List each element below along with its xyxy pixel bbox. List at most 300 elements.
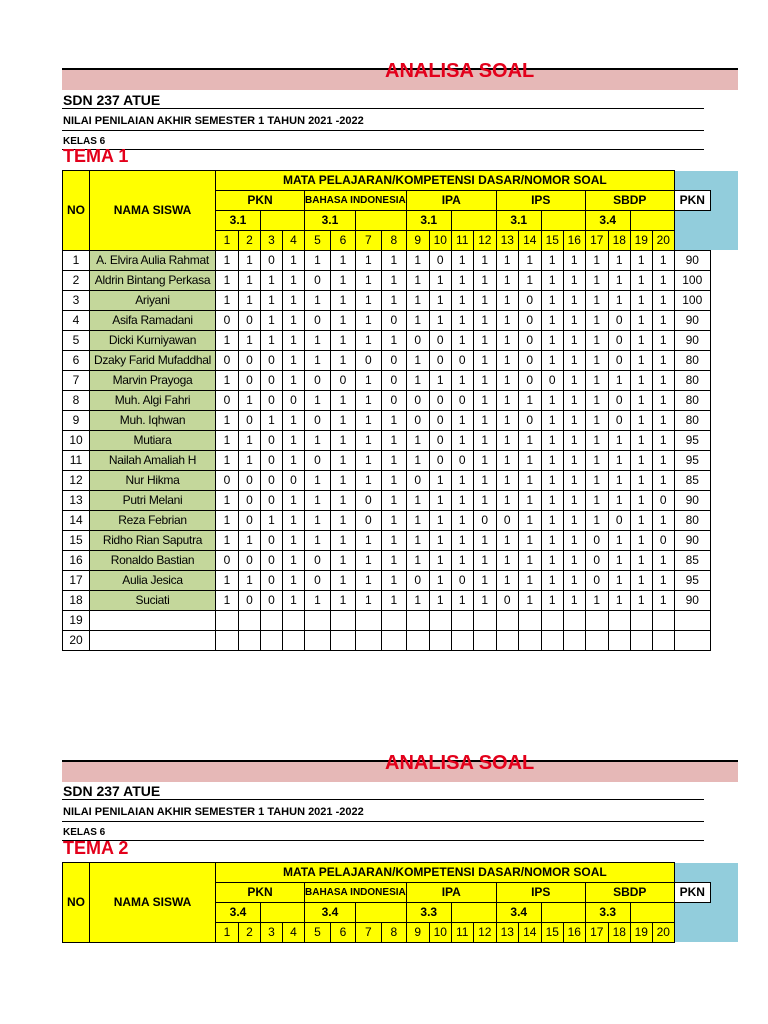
- tema-label: TEMA 2: [63, 838, 129, 858]
- row-number: 12: [63, 471, 90, 491]
- answer-cell: [585, 631, 608, 651]
- answer-cell: 1: [608, 591, 630, 611]
- answer-cell: 1: [563, 551, 585, 571]
- answer-cell: 1: [261, 271, 283, 291]
- answer-cell: 1: [563, 351, 585, 371]
- answer-cell: 1: [473, 291, 496, 311]
- answer-cell: 1: [261, 291, 283, 311]
- subject-ips: IPS: [496, 191, 585, 211]
- answer-cell: 0: [429, 411, 451, 431]
- answer-cell: 1: [563, 491, 585, 511]
- score-cell: 90: [674, 251, 710, 271]
- answer-cell: 1: [305, 511, 331, 531]
- answer-cell: 0: [451, 451, 473, 471]
- header-nama: NAMA SISWA: [90, 863, 216, 943]
- answer-cell: 0: [451, 391, 473, 411]
- answer-cell: 1: [630, 491, 652, 511]
- score-cell: 95: [674, 451, 710, 471]
- answer-cell: 1: [608, 451, 630, 471]
- answer-cell: 1: [355, 331, 381, 351]
- answer-cell: [652, 611, 674, 631]
- row-number: 18: [63, 591, 90, 611]
- answer-cell: 1: [283, 491, 305, 511]
- answer-cell: 0: [355, 491, 381, 511]
- answer-cell: 1: [216, 571, 239, 591]
- student-name: Suciati: [90, 591, 216, 611]
- soal-number: 2: [239, 231, 261, 251]
- answer-cell: 0: [608, 391, 630, 411]
- score-cell: 100: [674, 271, 710, 291]
- answer-cell: 0: [406, 331, 429, 351]
- answer-cell: 0: [429, 351, 451, 371]
- answer-cell: 0: [518, 351, 541, 371]
- answer-cell: 0: [496, 511, 518, 531]
- answer-cell: 1: [355, 271, 381, 291]
- answer-cell: 1: [283, 271, 305, 291]
- answer-cell: [541, 611, 563, 631]
- answer-cell: [261, 631, 283, 651]
- answer-cell: 1: [305, 291, 331, 311]
- answer-cell: 1: [473, 331, 496, 351]
- subject-pkn: PKN: [216, 883, 305, 903]
- answer-cell: 1: [541, 591, 563, 611]
- answer-cell: 1: [451, 471, 473, 491]
- answer-cell: 1: [331, 551, 356, 571]
- answer-cell: 1: [496, 251, 518, 271]
- soal-number: 4: [283, 231, 305, 251]
- student-name: Muh. Iqhwan: [90, 411, 216, 431]
- table-row: [63, 411, 711, 431]
- score-blank: [674, 903, 710, 923]
- header-mapel: MATA PELAJARAN/KOMPETENSI DASAR/NOMOR SOAL: [216, 171, 675, 191]
- answer-cell: 1: [496, 431, 518, 451]
- answer-cell: [305, 611, 331, 631]
- answer-cell: 1: [429, 591, 451, 611]
- answer-cell: 1: [541, 351, 563, 371]
- score-cell: 90: [674, 331, 710, 351]
- table-row: [63, 331, 711, 351]
- answer-cell: 1: [652, 371, 674, 391]
- answer-cell: 1: [652, 431, 674, 451]
- answer-cell: 1: [518, 391, 541, 411]
- soal-number: 10: [429, 231, 451, 251]
- answer-cell: 1: [429, 371, 451, 391]
- answer-cell: 0: [261, 351, 283, 371]
- answer-cell: 1: [429, 471, 451, 491]
- divider: [62, 799, 704, 800]
- answer-cell: 1: [216, 491, 239, 511]
- answer-cell: 1: [496, 471, 518, 491]
- answer-cell: 1: [406, 371, 429, 391]
- answer-cell: [381, 611, 406, 631]
- answer-cell: 0: [305, 411, 331, 431]
- answer-cell: 1: [406, 551, 429, 571]
- answer-cell: 1: [473, 431, 496, 451]
- answer-cell: 1: [451, 251, 473, 271]
- answer-cell: 0: [518, 331, 541, 351]
- soal-number: 19: [630, 923, 652, 943]
- answer-cell: 1: [630, 371, 652, 391]
- answer-cell: 1: [429, 511, 451, 531]
- answer-cell: 1: [541, 531, 563, 551]
- answer-cell: 1: [652, 331, 674, 351]
- answer-cell: 1: [652, 251, 674, 271]
- soal-number: 17: [585, 923, 608, 943]
- answer-cell: [429, 631, 451, 651]
- answer-cell: 1: [381, 331, 406, 351]
- row-number: 17: [63, 571, 90, 591]
- answer-cell: 0: [585, 531, 608, 551]
- answer-cell: 0: [355, 351, 381, 371]
- answer-cell: 0: [381, 391, 406, 411]
- answer-cell: 1: [608, 291, 630, 311]
- answer-cell: 1: [355, 451, 381, 471]
- answer-cell: 1: [239, 531, 261, 551]
- answer-cell: [261, 611, 283, 631]
- soal-number: 3: [261, 923, 283, 943]
- answer-cell: 1: [305, 491, 331, 511]
- answer-cell: 1: [630, 471, 652, 491]
- answer-cell: 1: [563, 371, 585, 391]
- answer-cell: 1: [239, 431, 261, 451]
- answer-cell: 1: [585, 511, 608, 531]
- answer-cell: 1: [630, 511, 652, 531]
- answer-cell: 1: [283, 251, 305, 271]
- soal-number: 1: [216, 923, 239, 943]
- answer-cell: 1: [496, 531, 518, 551]
- answer-cell: 0: [239, 591, 261, 611]
- answer-cell: 1: [585, 251, 608, 271]
- answer-cell: 1: [406, 251, 429, 271]
- student-name: Marvin Prayoga: [90, 371, 216, 391]
- answer-cell: 0: [331, 371, 356, 391]
- answer-cell: 0: [585, 571, 608, 591]
- answer-cell: 1: [563, 331, 585, 351]
- header-mapel: MATA PELAJARAN/KOMPETENSI DASAR/NOMOR SOAL: [216, 863, 675, 883]
- answer-cell: 0: [216, 391, 239, 411]
- answer-cell: 0: [261, 251, 283, 271]
- answer-cell: 1: [406, 351, 429, 371]
- divider: [62, 130, 704, 131]
- answer-cell: 1: [429, 491, 451, 511]
- answer-cell: [608, 611, 630, 631]
- answer-cell: 1: [451, 311, 473, 331]
- answer-cell: 0: [608, 331, 630, 351]
- answer-cell: 1: [496, 551, 518, 571]
- answer-cell: 1: [473, 391, 496, 411]
- row-number: 20: [63, 631, 90, 651]
- answer-cell: 1: [355, 571, 381, 591]
- answer-cell: 1: [630, 571, 652, 591]
- answer-cell: 1: [630, 391, 652, 411]
- row-number: 2: [63, 271, 90, 291]
- row-number: 14: [63, 511, 90, 531]
- row-number: 4: [63, 311, 90, 331]
- answer-cell: 1: [429, 311, 451, 331]
- header-nama: NAMA SISWA: [90, 171, 216, 251]
- answer-cell: 1: [355, 531, 381, 551]
- answer-cell: 1: [563, 571, 585, 591]
- answer-cell: 1: [608, 251, 630, 271]
- answer-cell: 0: [261, 391, 283, 411]
- answer-cell: 1: [518, 591, 541, 611]
- row-number: 11: [63, 451, 90, 471]
- soal-number: 6: [331, 923, 356, 943]
- soal-number: 16: [563, 231, 585, 251]
- answer-cell: 0: [608, 411, 630, 431]
- answer-cell: 1: [381, 251, 406, 271]
- answer-cell: 1: [585, 271, 608, 291]
- school-name: SDN 237 ATUE: [63, 783, 161, 799]
- divider: [62, 821, 704, 822]
- answer-cell: 1: [541, 271, 563, 291]
- score-cell: 80: [674, 351, 710, 371]
- answer-cell: 1: [541, 551, 563, 571]
- answer-cell: 1: [305, 431, 331, 451]
- subject-pkn: PKN: [216, 191, 305, 211]
- answer-cell: 1: [283, 351, 305, 371]
- answer-cell: 0: [608, 311, 630, 331]
- answer-cell: 1: [541, 311, 563, 331]
- answer-cell: [563, 631, 585, 651]
- score-cell: 80: [674, 511, 710, 531]
- answer-cell: 1: [563, 451, 585, 471]
- soal-number: 9: [406, 923, 429, 943]
- answer-cell: 1: [451, 331, 473, 351]
- answer-cell: 1: [518, 271, 541, 291]
- answer-cell: 0: [608, 351, 630, 371]
- soal-number: 15: [541, 231, 563, 251]
- row-number: 16: [63, 551, 90, 571]
- answer-cell: 1: [563, 511, 585, 531]
- subject-ipa: IPA: [406, 191, 496, 211]
- answer-cell: 1: [216, 511, 239, 531]
- answer-cell: 1: [451, 371, 473, 391]
- subject-bahasa-indonesia: BAHASA INDONESIA: [305, 191, 407, 211]
- answer-cell: 1: [283, 451, 305, 471]
- soal-number: 10: [429, 923, 451, 943]
- answer-cell: 1: [608, 431, 630, 451]
- answer-cell: 1: [518, 251, 541, 271]
- answer-cell: 1: [331, 291, 356, 311]
- answer-cell: 1: [451, 591, 473, 611]
- answer-cell: 1: [585, 331, 608, 351]
- score-blank: [674, 231, 710, 251]
- answer-cell: [496, 631, 518, 651]
- student-name: Asifa Ramadani: [90, 311, 216, 331]
- answer-cell: 1: [473, 271, 496, 291]
- answer-cell: 1: [331, 271, 356, 291]
- exam-subtitle: NILAI PENILAIAN AKHIR SEMESTER 1 TAHUN 2021 -2022: [63, 115, 364, 127]
- answer-cell: 1: [355, 311, 381, 331]
- kd-ips: 3.1: [496, 211, 541, 231]
- answer-cell: 0: [261, 431, 283, 451]
- page-title: ANALISA SOAL: [385, 752, 535, 774]
- answer-cell: 1: [652, 311, 674, 331]
- answer-cell: 0: [429, 451, 451, 471]
- student-name: Dzaky Farid Mufaddhal: [90, 351, 216, 371]
- answer-cell: 1: [541, 491, 563, 511]
- row-number: 9: [63, 411, 90, 431]
- soal-number: 16: [563, 923, 585, 943]
- answer-cell: 1: [305, 531, 331, 551]
- answer-cell: [355, 611, 381, 631]
- answer-cell: 1: [331, 411, 356, 431]
- answer-cell: 1: [331, 511, 356, 531]
- kd-blank: [630, 211, 674, 231]
- kd-blank: [355, 903, 406, 923]
- answer-cell: 1: [283, 531, 305, 551]
- answer-cell: 1: [608, 271, 630, 291]
- soal-number: 17: [585, 231, 608, 251]
- kd-blank: [261, 211, 305, 231]
- answer-cell: 0: [429, 431, 451, 451]
- kd-blank: [630, 903, 674, 923]
- answer-cell: 1: [518, 551, 541, 571]
- answer-cell: 1: [239, 571, 261, 591]
- soal-number: 20: [652, 923, 674, 943]
- kd-pkn: 3.1: [216, 211, 261, 231]
- answer-cell: 1: [473, 411, 496, 431]
- answer-cell: 1: [451, 491, 473, 511]
- answer-cell: 1: [331, 331, 356, 351]
- answer-cell: 0: [429, 251, 451, 271]
- tema-label: TEMA 1: [63, 146, 129, 166]
- answer-cell: 1: [429, 271, 451, 291]
- answer-cell: 1: [451, 431, 473, 451]
- score-cell: 80: [674, 371, 710, 391]
- answer-cell: 1: [355, 591, 381, 611]
- answer-cell: [429, 611, 451, 631]
- answer-cell: 1: [283, 431, 305, 451]
- answer-cell: 0: [429, 331, 451, 351]
- score-cell: 80: [674, 391, 710, 411]
- soal-number: 13: [496, 923, 518, 943]
- answer-cell: 1: [331, 311, 356, 331]
- answer-cell: 1: [541, 571, 563, 591]
- answer-cell: 1: [585, 431, 608, 451]
- answer-cell: 1: [541, 411, 563, 431]
- score-cell: 95: [674, 571, 710, 591]
- answer-cell: 1: [406, 431, 429, 451]
- answer-cell: 1: [381, 551, 406, 571]
- answer-cell: 1: [261, 411, 283, 431]
- answer-cell: 0: [239, 351, 261, 371]
- answer-cell: 1: [496, 311, 518, 331]
- table-row: [63, 491, 711, 511]
- answer-cell: 1: [305, 331, 331, 351]
- score-cell: 85: [674, 551, 710, 571]
- answer-cell: 1: [216, 451, 239, 471]
- answer-cell: [406, 611, 429, 631]
- answer-cell: 1: [331, 391, 356, 411]
- answer-cell: 1: [652, 411, 674, 431]
- student-name: Putri Melani: [90, 491, 216, 511]
- answer-cell: 1: [216, 591, 239, 611]
- answer-cell: 1: [473, 251, 496, 271]
- answer-cell: 1: [429, 571, 451, 591]
- answer-cell: 1: [630, 251, 652, 271]
- soal-number: 20: [652, 231, 674, 251]
- answer-cell: 1: [630, 431, 652, 451]
- answer-cell: 1: [216, 371, 239, 391]
- table-row: [63, 351, 711, 371]
- answer-cell: 0: [652, 531, 674, 551]
- answer-cell: [331, 631, 356, 651]
- answer-cell: 1: [541, 331, 563, 351]
- kd-blank: [541, 211, 585, 231]
- answer-cell: 1: [283, 551, 305, 571]
- answer-cell: 1: [496, 391, 518, 411]
- answer-cell: 1: [608, 551, 630, 571]
- answer-cell: 1: [261, 311, 283, 331]
- answer-cell: 0: [261, 571, 283, 591]
- answer-cell: 1: [406, 591, 429, 611]
- row-number: 6: [63, 351, 90, 371]
- answer-cell: 1: [331, 571, 356, 591]
- answer-cell: 0: [239, 371, 261, 391]
- answer-cell: 1: [608, 371, 630, 391]
- answer-cell: [239, 611, 261, 631]
- answer-cell: [652, 631, 674, 651]
- score-cell: 80: [674, 411, 710, 431]
- answer-cell: [518, 611, 541, 631]
- answer-cell: [283, 631, 305, 651]
- answer-cell: [381, 631, 406, 651]
- answer-cell: 1: [652, 451, 674, 471]
- answer-cell: 1: [406, 451, 429, 471]
- answer-cell: 1: [585, 351, 608, 371]
- page-title: ANALISA SOAL: [385, 60, 535, 82]
- answer-cell: [451, 611, 473, 631]
- table-row: [63, 251, 711, 271]
- table-row: [63, 371, 711, 391]
- answer-cell: 1: [585, 591, 608, 611]
- answer-cell: 0: [451, 351, 473, 371]
- answer-cell: 0: [652, 491, 674, 511]
- soal-number: 14: [518, 923, 541, 943]
- answer-cell: 1: [608, 471, 630, 491]
- answer-cell: 0: [608, 511, 630, 531]
- answer-cell: 1: [451, 511, 473, 531]
- answer-cell: 1: [355, 431, 381, 451]
- table-row: [63, 451, 711, 471]
- answer-cell: 1: [518, 451, 541, 471]
- answer-cell: 0: [261, 531, 283, 551]
- answer-cell: 1: [496, 491, 518, 511]
- answer-cell: 1: [381, 291, 406, 311]
- answer-cell: 1: [608, 491, 630, 511]
- answer-cell: 1: [563, 291, 585, 311]
- answer-cell: 1: [652, 551, 674, 571]
- exam-subtitle: NILAI PENILAIAN AKHIR SEMESTER 1 TAHUN 2021 -2022: [63, 806, 364, 818]
- soal-number: 3: [261, 231, 283, 251]
- soal-number: 11: [451, 231, 473, 251]
- answer-cell: 1: [630, 411, 652, 431]
- answer-cell: 1: [355, 291, 381, 311]
- answer-cell: [283, 611, 305, 631]
- answer-cell: 1: [630, 291, 652, 311]
- score-cell: [674, 631, 710, 651]
- student-name: Muh. Algi Fahri: [90, 391, 216, 411]
- answer-cell: [473, 631, 496, 651]
- score-cell: 90: [674, 531, 710, 551]
- answer-cell: 0: [305, 551, 331, 571]
- answer-cell: 1: [652, 571, 674, 591]
- student-name: Ariyani: [90, 291, 216, 311]
- class-label: KELAS 6: [63, 136, 106, 147]
- answer-cell: [216, 611, 239, 631]
